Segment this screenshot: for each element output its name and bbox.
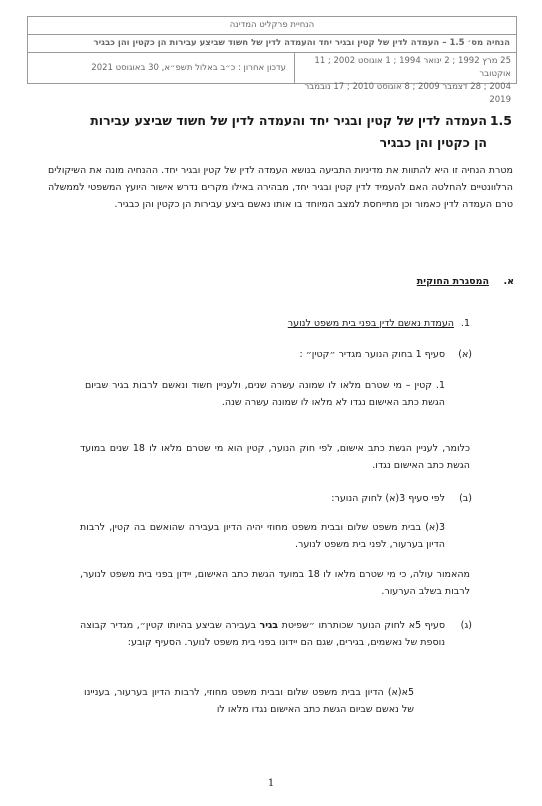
clause-c-text-bold: בגיר (259, 620, 279, 631)
header-revision-dates (294, 53, 516, 105)
clause-a-quote: 1. קטין – מי שטרם מלאו לו שמונה עשרה שנים, ולעניין חשוד ונאשם לרבות בגיר שביום הגשת כתב האישום נגדו לא מלאו לו שמונה עשרה שנה. (85, 380, 445, 408)
revision-dates-line-1: 25 מרץ 1992 ; 2 ינואר 1994 ; 1 אוגוסט 2002 ; 11 אוקטובר (314, 56, 511, 79)
clause-b-text: לפי סעיף 3(א) לחוק הנוער: (331, 493, 445, 504)
clause-b-label: (ב) (459, 493, 472, 504)
part-a-title: המסגרת החוקית (416, 276, 489, 287)
clause-a-paragraph: כלומר, לעניין הגשת כתב אישום, לפי חוק הנוער, קטין הוא מי שטרם מלאו לו 18 שנים במועד הגשת כתב האישום נגדו. (80, 443, 470, 471)
part-a-letter: א. (503, 276, 514, 287)
item-1-number: 1. (460, 318, 470, 329)
header-organization: הנחיית פרקליט המדינה (28, 17, 516, 35)
clause-a-text: סעיף 1 בחוק הנוער מגדיר ״קטין״ : (299, 349, 445, 360)
intro-paragraph: מטרת הנחיה זו היא להתוות את מדיניות התביעה בנושא העמדה לדין של קטין ובגיר יחד. ההנחיה מונה את השיקולים הרלוונטיים להחלטה האם להעמיד לדין קטין ובגיר יחד, מבהירה באילו מקרים נדרש אישור היועץ המשפטי לממשלה טרם העמדה לדין כאמור וכן מתייחסת למצב המיוחד בו אותו נאשם ביצע עבירות הן כקטין והן כבגיר. (48, 165, 513, 210)
header-directive-title: הנחיה מס׳ 1.5 – העמדה לדין של קטין ובגיר יחד והעמדה לדין של חשוד שביצע עבירות הן כקטין והן כבגיר (28, 35, 516, 53)
clause-a-label: (א) (458, 349, 472, 360)
header-dates-row (28, 53, 516, 105)
clause-b-paragraph: מהאמור עולה, כי מי שטרם מלאו לו 18 במועד הגשת כתב האישום, יידון בפני בית משפט לנוער, לרבות בשלב הערעור. (80, 569, 470, 597)
item-1-title: העמדת נאשם לדין בפני בית משפט לנוער (287, 318, 454, 329)
revision-dates-line-2: 2004 ; 28 דצמבר 2009 ; 8 אוגוסט 2010 ; 17 נובמבר 2019 (304, 82, 511, 105)
clause-c-text-post: בעבירה שביצע בהיותו קטין״, מגדיר קבוצה נוספת של נאשמים, בגירים, שגם הם יידונו בפני בית משפט לנוער. הסעיף קובע: (80, 620, 445, 648)
page-number: 1 (267, 778, 275, 789)
clause-c-text (80, 617, 445, 651)
section-number: 1.5 (489, 113, 512, 128)
clause-b-quote: 3(א) בבית משפט שלום ובבית משפט מחוזי יהיה הדיון בעבירה שהואשם בה קטין, לרבות הדיון בערעור, לפני בית משפט לנוער. (80, 522, 445, 550)
header-last-updated: עדכון אחרון : כ״ב באלול תשפ״א, 30 באוגוסט 2021 (91, 63, 286, 73)
clause-c-text-pre: סעיף 5א לחוק הנוער שכותרתו ״שפיטת (278, 620, 445, 631)
clause-c-quote: 5א(א) הדיון בבית משפט שלום ובבית משפט מחוזי, לרבות הדיון בערעור, בעניינו של נאשם שביום הגשת כתב האישום נגדו מלאו לו (84, 687, 414, 715)
clause-c-label: (ג) (460, 620, 472, 631)
document-header-table (27, 16, 517, 105)
section-title: העמדה לדין של קטין ובגיר יחד והעמדה לדין של חשוד שביצע עבירות הן כקטין והן כבגיר (90, 113, 487, 150)
